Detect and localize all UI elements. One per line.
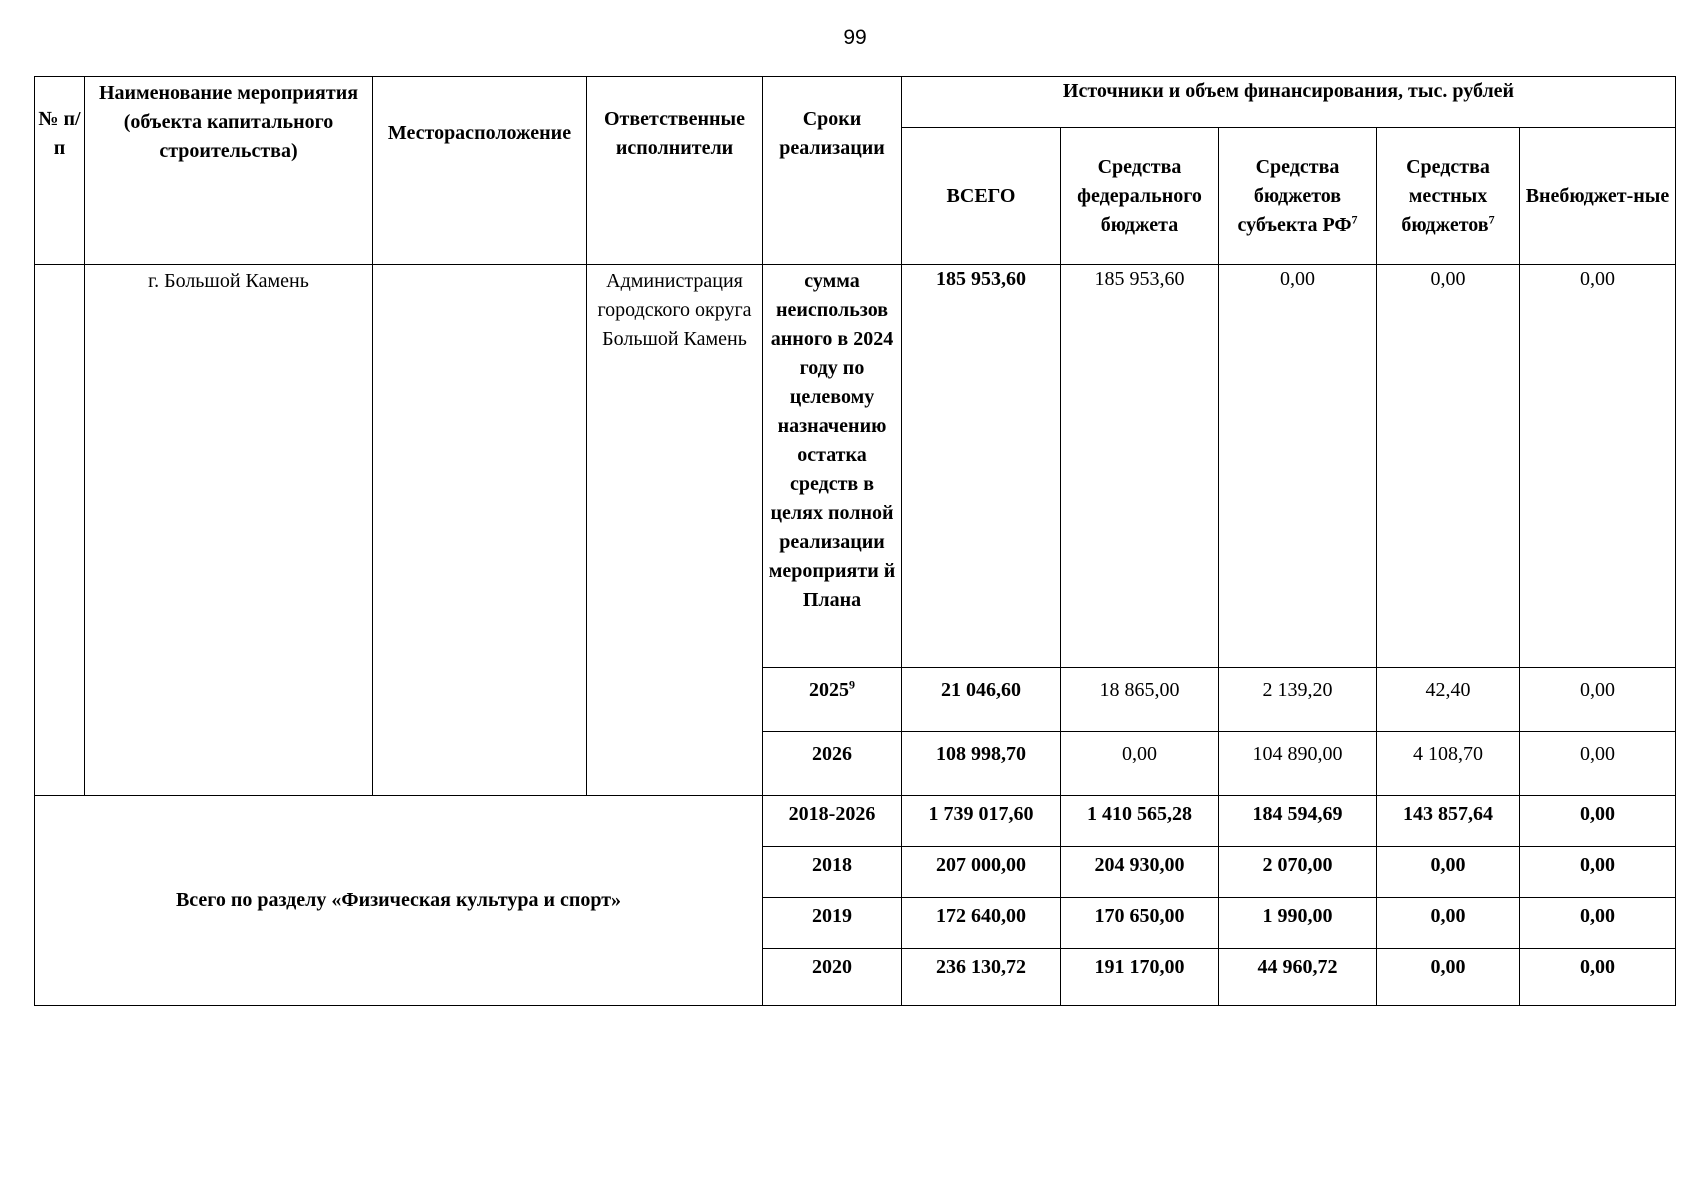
- local-cell: 42,40: [1377, 668, 1520, 732]
- total-cell: 185 953,60: [902, 265, 1061, 668]
- period-cell: 2026: [763, 732, 902, 796]
- regional-cell: 1 990,00: [1219, 898, 1377, 949]
- header-financing: Источники и объем финансирования, тыс. рублей: [902, 77, 1676, 128]
- object-responsible: Администрация городского округа Большой Камень: [587, 265, 763, 796]
- header-federal: Средства федерального бюджета: [1061, 128, 1219, 265]
- financing-table: [34, 76, 1676, 1006]
- period-cell: 2019: [763, 898, 902, 949]
- period-cell: 2020: [763, 949, 902, 1006]
- federal-cell: 18 865,00: [1061, 668, 1219, 732]
- regional-cell: 44 960,72: [1219, 949, 1377, 1006]
- total-cell: 21 046,60: [902, 668, 1061, 732]
- header-period: Сроки реализации: [763, 77, 902, 265]
- period-cell: 2018-2026: [763, 796, 902, 847]
- local-cell: 0,00: [1377, 898, 1520, 949]
- local-cell: 0,00: [1377, 847, 1520, 898]
- regional-cell: 2 139,20: [1219, 668, 1377, 732]
- object-name: г. Большой Камень: [85, 265, 373, 796]
- period-cell: сумма неиспользов анного в 2024 году по целевому назначению остатка средств в целях полной реализации мероприяти й Плана: [763, 265, 902, 668]
- federal-cell: 170 650,00: [1061, 898, 1219, 949]
- total-cell: 108 998,70: [902, 732, 1061, 796]
- table-row: [35, 265, 1676, 668]
- extra-cell: 0,00: [1520, 949, 1676, 1006]
- regional-cell: 184 594,69: [1219, 796, 1377, 847]
- regional-cell: 2 070,00: [1219, 847, 1377, 898]
- header-responsible: Ответственные исполнители: [587, 77, 763, 265]
- row-num: [35, 265, 85, 796]
- header-regional: Средства бюджетов субъекта $РФ^7$: [1219, 128, 1377, 265]
- extra-cell: 0,00: [1520, 898, 1676, 949]
- extra-cell: 0,00: [1520, 847, 1676, 898]
- extra-cell: 0,00: [1520, 796, 1676, 847]
- table-row: [35, 796, 1676, 847]
- federal-cell: 0,00: [1061, 732, 1219, 796]
- regional-cell: 0,00: [1219, 265, 1377, 668]
- federal-cell: 1 410 565,28: [1061, 796, 1219, 847]
- header-local: Средства местных бюджетов$^7$: [1377, 128, 1520, 265]
- total-cell: 1 739 017,60: [902, 796, 1061, 847]
- object-location: [373, 265, 587, 796]
- page-number: 99: [843, 26, 867, 49]
- total-cell: 172 640,00: [902, 898, 1061, 949]
- period-cell: 2025$^9$: [763, 668, 902, 732]
- header-num: № п/п: [35, 77, 85, 265]
- federal-cell: 204 930,00: [1061, 847, 1219, 898]
- extra-cell: 0,00: [1520, 732, 1676, 796]
- header-total: ВСЕГО: [902, 128, 1061, 265]
- local-cell: 143 857,64: [1377, 796, 1520, 847]
- header-name: Наименование мероприятия (объекта капитального строительства): [85, 77, 373, 265]
- local-cell: 4 108,70: [1377, 732, 1520, 796]
- header-location: Месторасположение: [373, 77, 587, 265]
- regional-cell: 104 890,00: [1219, 732, 1377, 796]
- total-cell: 207 000,00: [902, 847, 1061, 898]
- period-cell: 2018: [763, 847, 902, 898]
- section-total-label: Всего по разделу «Физическая культура и спорт»: [35, 796, 763, 1006]
- extra-cell: 0,00: [1520, 668, 1676, 732]
- header-extrabudget: Внебюджет-ные: [1520, 128, 1676, 265]
- local-cell: 0,00: [1377, 949, 1520, 1006]
- federal-cell: 191 170,00: [1061, 949, 1219, 1006]
- total-cell: 236 130,72: [902, 949, 1061, 1006]
- local-cell: 0,00: [1377, 265, 1520, 668]
- extra-cell: 0,00: [1520, 265, 1676, 668]
- federal-cell: 185 953,60: [1061, 265, 1219, 668]
